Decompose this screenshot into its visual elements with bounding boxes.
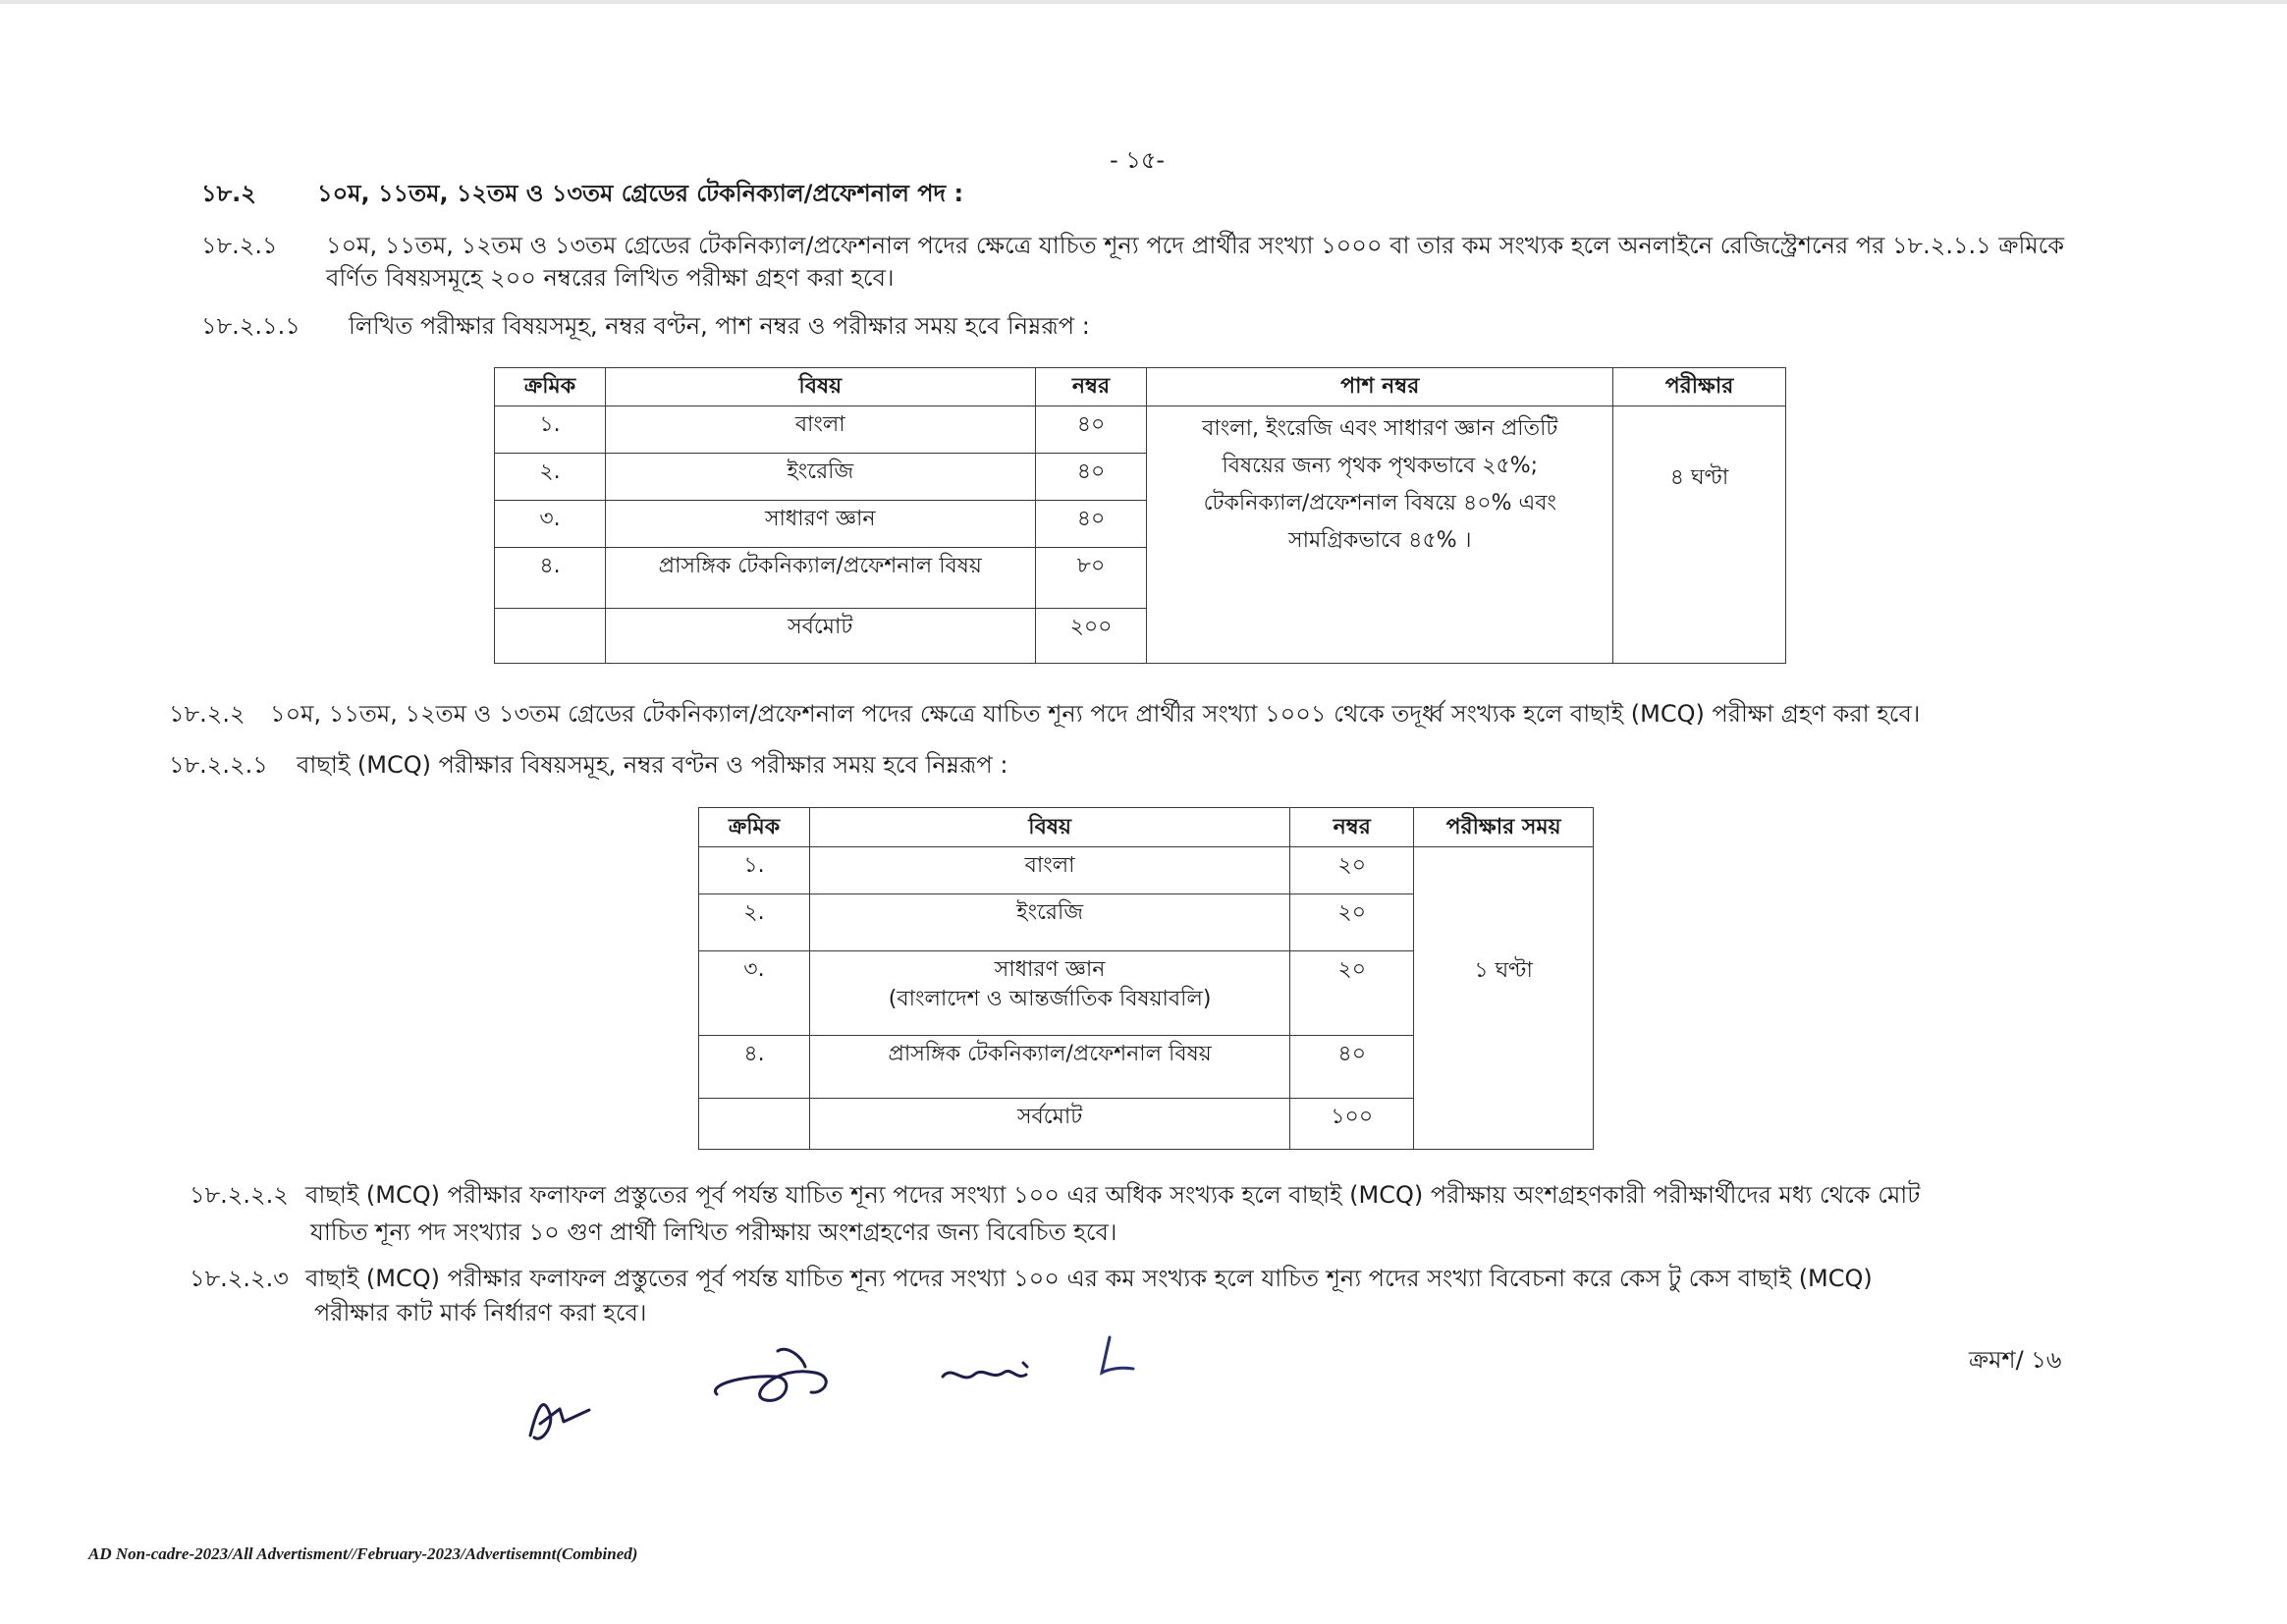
- footer-reference: AD Non-cadre-2023/All Advertisment//February-2023/Advertisemnt(Combined): [88, 1544, 638, 1563]
- total-marks: ১০০: [1290, 1099, 1414, 1150]
- serial-cell: ২.: [495, 454, 606, 501]
- marks-cell: ২০: [1290, 894, 1414, 951]
- section-18-2-2-3-number: ১৮.২.২.৩: [190, 1265, 289, 1292]
- table-header-row: [495, 368, 1786, 406]
- section-18-2-heading: ১০ম, ১১তম, ১২তম ও ১৩তম গ্রেডের টেকনিক্যাল/প্রফেশনাল পদ :: [317, 180, 964, 207]
- section-18-2-2-1-number: ১৮.২.২.১: [169, 751, 268, 779]
- pass-marks-line: বিষয়ের জন্য পৃথক পৃথকভাবে ২৫%;: [1222, 454, 1539, 478]
- marks-cell: ৪০: [1035, 501, 1147, 548]
- pass-marks-line: সামগ্রিকভাবে ৪৫% ।: [1288, 528, 1472, 553]
- serial-cell: ২.: [699, 894, 810, 951]
- section-18-2-1-1-number: ১৮.২.১.১: [201, 312, 300, 340]
- subject-cell: ইংরেজি: [605, 454, 1035, 501]
- section-18-2-1-number: ১৮.২.১: [201, 232, 278, 259]
- section-18-2-2-2-line-2: যাচিত শূন্য পদ সংখ্যার ১০ গুণ প্রার্থী লিখিত পরীক্ষায় অংশগ্রহণের জন্য বিবেচিত হবে।: [310, 1218, 1117, 1246]
- subject-cell: বাংলা: [809, 847, 1289, 894]
- serial-cell: ৪.: [495, 548, 606, 609]
- serial-cell: ৩.: [495, 501, 606, 548]
- marks-cell: ৪০: [1290, 1036, 1414, 1099]
- total-marks: ২০০: [1035, 609, 1147, 664]
- subject-cell: ইংরেজি: [809, 894, 1289, 951]
- subject-cell: প্রাসঙ্গিক টেকনিক্যাল/প্রফেশনাল বিষয়: [605, 548, 1035, 609]
- table-header-row: [699, 808, 1594, 847]
- serial-cell: ৪.: [699, 1036, 810, 1099]
- exam-time-cell: ১ ঘণ্টা: [1414, 847, 1594, 1150]
- total-label: সর্বমোট: [809, 1099, 1289, 1150]
- marks-cell: ৮০: [1035, 548, 1147, 609]
- subject-subline: (বাংলাদেশ ও আন্তর্জাতিক বিষয়াবলি): [888, 987, 1212, 1011]
- serial-cell: ১.: [699, 847, 810, 894]
- col-header-subject: বিষয়: [809, 808, 1289, 847]
- pass-marks-cell: [1147, 406, 1613, 664]
- scan-edge: [0, 0, 2287, 4]
- section-18-2-1-1-text: লিখিত পরীক্ষার বিষয়সমূহ, নম্বর বণ্টন, পাশ নম্বর ও পরীক্ষার সময় হবে নিম্নরূপ :: [349, 312, 1090, 340]
- subject-cell: [809, 951, 1289, 1036]
- col-header-pass-marks: পাশ নম্বর: [1147, 368, 1613, 406]
- section-18-2-2-2-number: ১৮.২.২.২: [190, 1181, 289, 1209]
- section-18-2-2-3-line-2: পরীক্ষার কাট মার্ক নির্ধারণ করা হবে।: [314, 1299, 647, 1326]
- written-exam-table: [494, 367, 1786, 664]
- section-18-2-2-2-line-1: বাছাই (MCQ) পরীক্ষার ফলাফল প্রস্তুতের পূর্ব পর্যন্ত যাচিত শূন্য পদের সংখ্যা ১০০ এর অধিক সংখ্যক হলে বাছাই (MCQ) পরীক্ষায় অংশগ্রহণকারী পরীক্ষার্থীদের মধ্য থেকে মোট: [305, 1181, 1921, 1209]
- section-18-2-2-1-text: বাছাই (MCQ) পরীক্ষার বিষয়সমূহ, নম্বর বণ্টন ও পরীক্ষার সময় হবে নিম্নরূপ :: [297, 751, 1008, 779]
- page-number: - ১৫-: [1110, 146, 1166, 174]
- col-header-serial: ক্রমিক: [699, 808, 810, 847]
- serial-cell: ৩.: [699, 951, 810, 1036]
- marks-cell: ২০: [1290, 847, 1414, 894]
- subject-cell: সাধারণ জ্ঞান: [605, 501, 1035, 548]
- continues-marker: ক্রমশ/ ১৬: [1969, 1346, 2062, 1374]
- section-18-2-number: ১৮.২: [201, 180, 256, 207]
- col-header-serial: ক্রমিক: [495, 368, 606, 406]
- table-row: [699, 847, 1594, 894]
- marks-cell: ২০: [1290, 951, 1414, 1036]
- pass-marks-line: বাংলা, ইংরেজি এবং সাধারণ জ্ঞান প্রতিটি: [1202, 416, 1558, 441]
- subject-line: সাধারণ জ্ঞান: [994, 957, 1106, 982]
- section-18-2-1-line-1: ১০ম, ১১তম, ১২তম ও ১৩তম গ্রেডের টেকনিক্যাল/প্রফেশনাল পদের ক্ষেত্রে যাচিত শূন্য পদে প্রার্থীর সংখ্যা ১০০০ বা তার কম সংখ্যক হলে অনলাইনে রেজিস্ট্রেশনের পর ১৮.২.১.১ ক্রমিকে: [326, 232, 2065, 259]
- total-label: সর্বমোট: [605, 609, 1035, 664]
- table-row: [495, 406, 1786, 454]
- subject-cell: বাংলা: [605, 406, 1035, 454]
- col-header-marks: নম্বর: [1035, 368, 1147, 406]
- col-header-exam-time: পরীক্ষার: [1613, 368, 1786, 406]
- section-18-2-2-3-line-1: বাছাই (MCQ) পরীক্ষার ফলাফল প্রস্তুতের পূর্ব পর্যন্ত যাচিত শূন্য পদের সংখ্যা ১০০ এর কম সংখ্যক হলে যাচিত শূন্য পদের সংখ্যা বিবেচনা করে কেস টু কেস বাছাই (MCQ): [305, 1265, 1873, 1292]
- exam-time-cell: ৪ ঘণ্টা: [1613, 406, 1786, 664]
- section-18-2-2-text: ১০ম, ১১তম, ১২তম ও ১৩তম গ্রেডের টেকনিক্যাল/প্রফেশনাল পদের ক্ষেত্রে যাচিত শূন্য পদে প্রার্থীর সংখ্যা ১০০১ থেকে তদূর্ধ্ব সংখ্যক হলে বাছাই (MCQ) পরীক্ষা গ্রহণ করা হবে।: [270, 700, 1921, 728]
- signatures-image: [520, 1316, 1169, 1463]
- serial-cell: ১.: [495, 406, 606, 454]
- subject-cell: প্রাসঙ্গিক টেকনিক্যাল/প্রফেশনাল বিষয়: [809, 1036, 1289, 1099]
- col-header-subject: বিষয়: [605, 368, 1035, 406]
- section-18-2-1-line-2: বর্ণিত বিষয়সমূহে ২০০ নম্বরের লিখিত পরীক্ষা গ্রহণ করা হবে।: [326, 264, 895, 292]
- mcq-exam-table: [698, 807, 1594, 1150]
- pass-marks-line: টেকনিক্যাল/প্রফেশনাল বিষয়ে ৪০% এবং: [1203, 491, 1556, 515]
- col-header-marks: নম্বর: [1290, 808, 1414, 847]
- marks-cell: ৪০: [1035, 454, 1147, 501]
- col-header-exam-time: পরীক্ষার সময়: [1414, 808, 1594, 847]
- marks-cell: ৪০: [1035, 406, 1147, 454]
- section-18-2-2-number: ১৮.২.২: [169, 700, 245, 728]
